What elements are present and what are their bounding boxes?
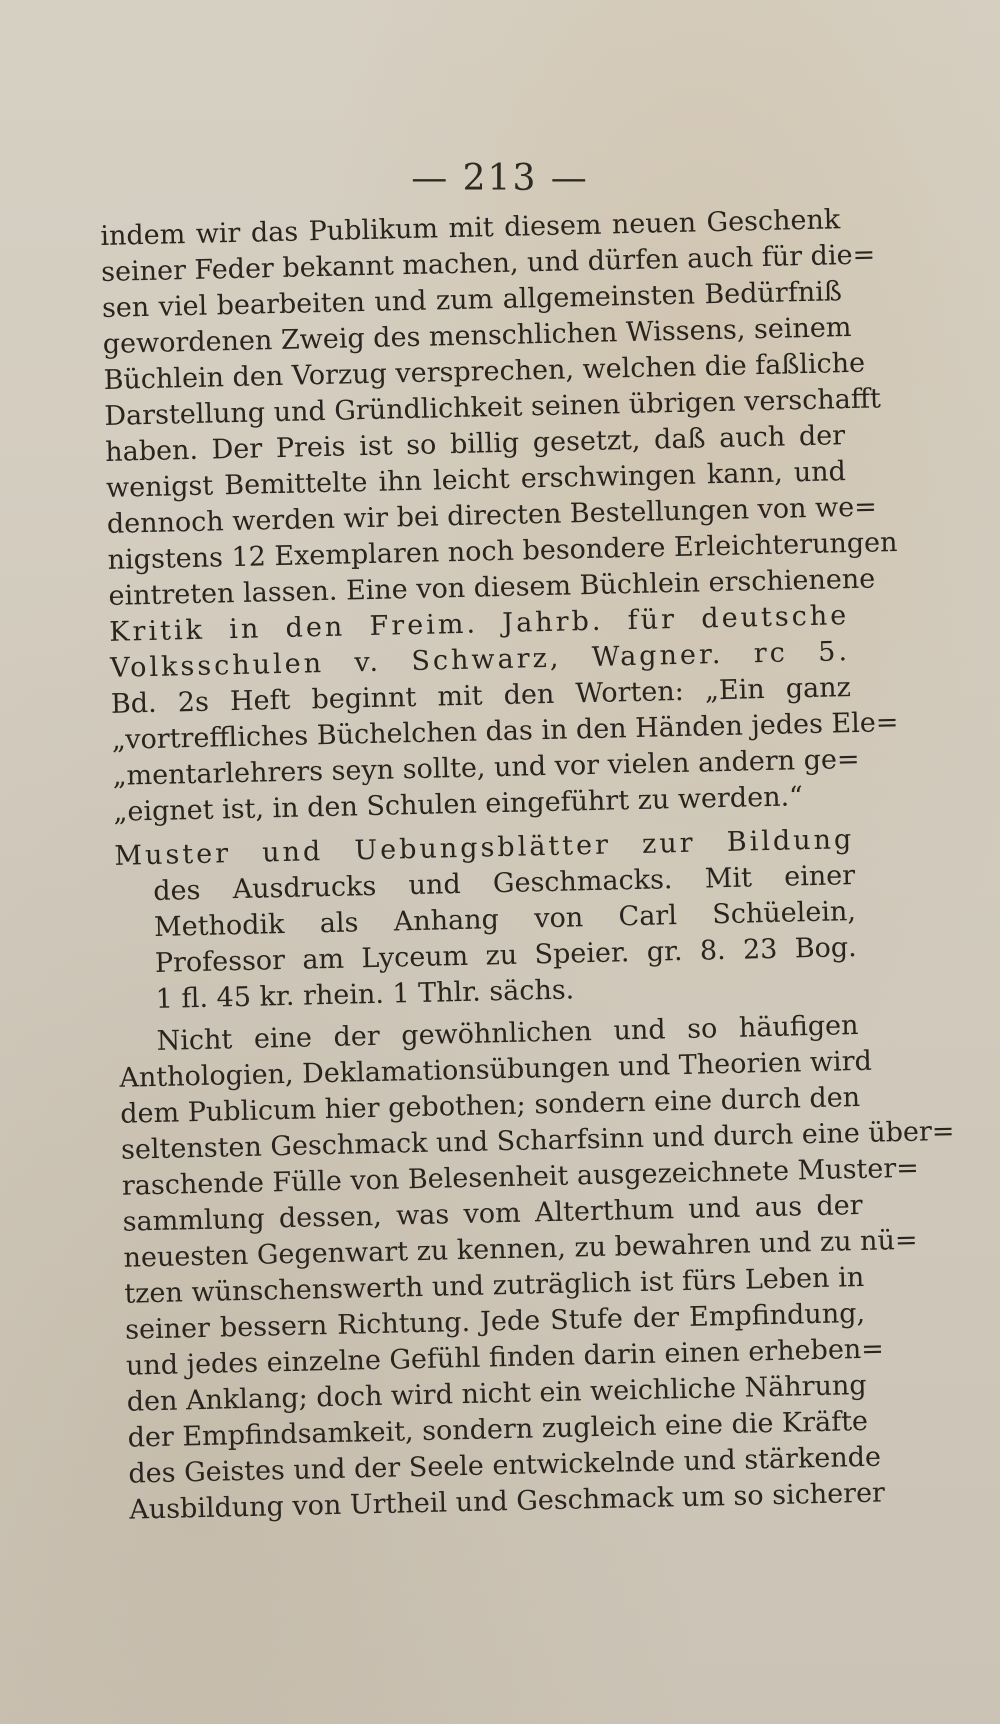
- text-line: sen viel bearbeiten und zum allgemeinsten Bedürfniß: [101, 276, 843, 324]
- text-line: dem Publicum hier gebothen; sondern eine durch den: [119, 1081, 861, 1130]
- entry-title: Methodik als Anhang von Carl Schüelein,: [153, 896, 857, 943]
- entry-title: des Ausdrucks und Geschmacks. Mit einer: [152, 860, 856, 907]
- text-block: [100, 203, 955, 1599]
- text-line: gewordenen Zweig des menschlichen Wissens, seinem: [102, 311, 852, 360]
- text-line: Kritik in den Freim. Jahrb. für deutsche: [109, 600, 850, 648]
- text-line: indem wir das Publikum mit diesem neuen Geschenk: [100, 204, 841, 252]
- text-line: den Anklang; doch wird nicht ein weichliche Nährung: [126, 1369, 867, 1418]
- text-line: seiner bessern Richtung. Jede Stufe der Empfindung,: [124, 1297, 866, 1346]
- text-line: des Geistes und der Seele entwickelnde und stärkende: [128, 1441, 882, 1490]
- entry-price: 1 fl. 45 kr. rhein. 1 Thlr. sächs.: [155, 974, 575, 1015]
- text-line: seltensten Geschmack und Scharfsinn und durch eine über=: [120, 1115, 955, 1166]
- text-line: tzen wünschenswerth und zuträglich ist fürs Leben in: [124, 1261, 865, 1310]
- text-line: nigstens 12 Exemplaren noch besondere Erleichterungen: [107, 526, 898, 576]
- text-line: neuesten Gegenwart zu kennen, zu bewahren und zu nü=: [123, 1224, 918, 1274]
- text-line: „vortreffliches Büchelchen das in den Händen jedes Ele=: [111, 707, 899, 756]
- entry-publication-info: Professor am Lyceum zu Speier. gr. 8. 23 Bog.: [154, 932, 858, 979]
- text-line: „eignet ist, in den Schulen eingeführt zu werden.“: [113, 781, 804, 828]
- text-line: Ausbildung von Urtheil und Geschmack um so sicherer: [128, 1477, 886, 1526]
- text-line: eintreten lassen. Eine von diesem Büchlein erschienene: [108, 563, 876, 612]
- entry-title: Muster und Uebungsblätter zur Bildung: [114, 824, 855, 872]
- text-line: „mentarlehrers seyn sollte, und vor vielen andern ge=: [112, 743, 860, 792]
- text-line: dennoch werden wir bei directen Bestellungen von we=: [106, 491, 878, 540]
- text-line: Anthologien, Deklamationsübungen und Theorien wird: [119, 1045, 873, 1094]
- page-number: — 213 —: [411, 158, 589, 199]
- text-line: haben. Der Preis ist so billig gesetzt, daß auch der: [104, 420, 846, 468]
- text-line: seiner Feder bekannt machen, und dürfen auch für die=: [100, 239, 876, 288]
- text-line: Nicht eine der gewöhnlichen und so häufigen: [156, 1010, 859, 1057]
- text-line: wenigst Bemittelte ihn leicht erschwingen kann, und: [105, 456, 847, 504]
- text-line: Büchlein den Vorzug versprechen, welchen die faßliche: [103, 347, 866, 396]
- text-line: raschende Fülle von Belesenheit ausgezeichnete Muster=: [121, 1152, 920, 1202]
- text-line: der Empfindsamkeit, sondern zugleich eine die Kräfte: [127, 1405, 869, 1454]
- text-line: sammlung dessen, was vom Alterthum und aus der: [122, 1189, 863, 1238]
- text-line: Bd. 2s Heft beginnt mit den Worten: „Ein ganz: [110, 672, 852, 720]
- text-line: Darstellung und Gründlichkeit seinen übrigen verschafft: [104, 383, 882, 432]
- text-line: Volksschulen v. Schwarz, Wagner. rc 5.: [109, 636, 851, 684]
- text-line: und jedes einzelne Gefühl finden darin einen erheben=: [125, 1333, 885, 1382]
